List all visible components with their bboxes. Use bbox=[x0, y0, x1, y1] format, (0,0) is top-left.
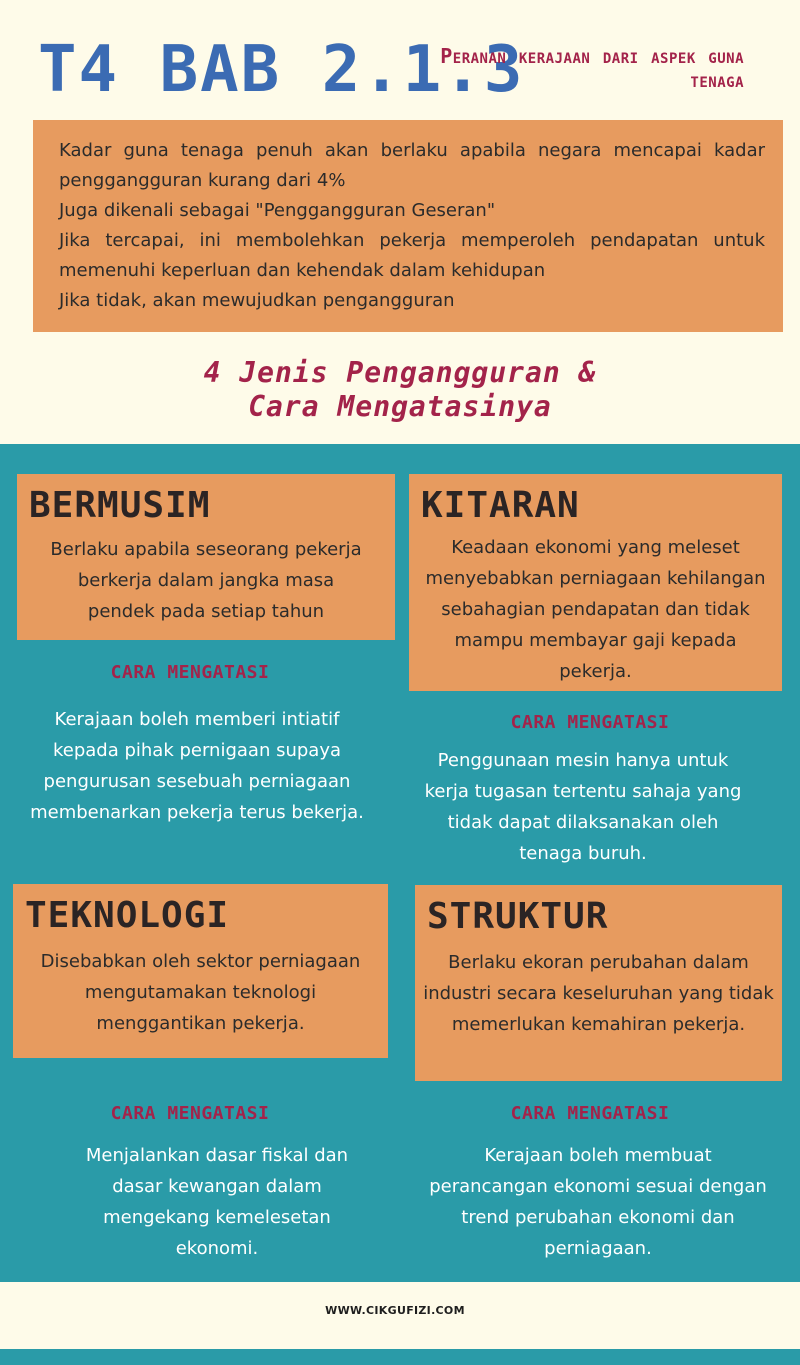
card-bermusim bbox=[17, 474, 395, 640]
section-title-line-2: Cara Mengatasinya bbox=[248, 390, 552, 423]
intro-line: Juga dikenali sebagai "Penggangguran Geseran" bbox=[59, 200, 496, 221]
solution-text: Penggunaan mesin hanya untuk kerja tugasan tertentu sahaja yang tidak dapat dilaksanakan oleh tenaga buruh. bbox=[424, 750, 742, 864]
solution-label: CARA MENGATASI bbox=[510, 1103, 670, 1124]
bottom-strip bbox=[0, 1349, 800, 1365]
solution-label: CARA MENGATASI bbox=[110, 662, 270, 683]
solution-text: Kerajaan boleh memberi intiatif kepada pihak pernigaan supaya pengurusan sesebuah perniagaan membenarkan pekerja terus bekerja. bbox=[30, 709, 364, 823]
card-kitaran bbox=[409, 474, 782, 691]
solution-text: Kerajaan boleh membuat perancangan ekonomi sesuai dengan trend perubahan ekonomi dan perniagaan. bbox=[429, 1145, 767, 1259]
solution-label: CARA MENGATASI bbox=[110, 1103, 270, 1124]
card-teknologi bbox=[13, 884, 388, 1058]
section-title bbox=[0, 356, 800, 424]
card-struktur bbox=[415, 885, 782, 1081]
solution-label: CARA MENGATASI bbox=[510, 712, 670, 733]
card-title: BERMUSIM bbox=[29, 485, 211, 526]
card-title: STRUKTUR bbox=[427, 896, 609, 937]
intro-line: Jika tercapai, ini membolehkan pekerja memperoleh pendapatan untuk memenuhi keperluan dan kehendak dalam kehidupan bbox=[59, 230, 765, 281]
card-title: KITARAN bbox=[421, 485, 580, 526]
page-title: T4 BAB 2.1.3 bbox=[38, 33, 525, 107]
card-description: Berlaku ekoran perubahan dalam industri secara keseluruhan yang tidak memerlukan kemahiran pekerja. bbox=[423, 952, 774, 1035]
solution-text: Menjalankan dasar fiskal dan dasar kewangan dalam mengekang kemelesetan ekonomi. bbox=[85, 1145, 349, 1259]
page-subtitle: Peranan kerajaan dari aspek guna tenaga bbox=[440, 44, 744, 92]
intro-line: Jika tidak, akan mewujudkan pengangguran bbox=[59, 290, 455, 311]
card-description: Disebabkan oleh sektor perniagaan mengutamakan teknologi menggantikan pekerja. bbox=[40, 951, 361, 1034]
card-description: Keadaan ekonomi yang meleset menyebabkan perniagaan kehilangan sebahagian pendapatan dan tidak mampu membayar gaji kepada pekerja. bbox=[425, 537, 766, 682]
card-title: TEKNOLOGI bbox=[25, 895, 230, 936]
intro-box bbox=[33, 120, 783, 332]
footer-website: WWW.CIKGUFIZI.COM bbox=[325, 1304, 465, 1317]
intro-line: Kadar guna tenaga penuh akan berlaku apabila negara mencapai kadar penggangguran kurang dari 4% bbox=[59, 140, 765, 191]
card-description: Berlaku apabila seseorang pekerja berkerja dalam jangka masa pendek pada setiap tahun bbox=[50, 539, 362, 622]
section-title-line-1: 4 Jenis Pengangguran & bbox=[203, 356, 597, 389]
